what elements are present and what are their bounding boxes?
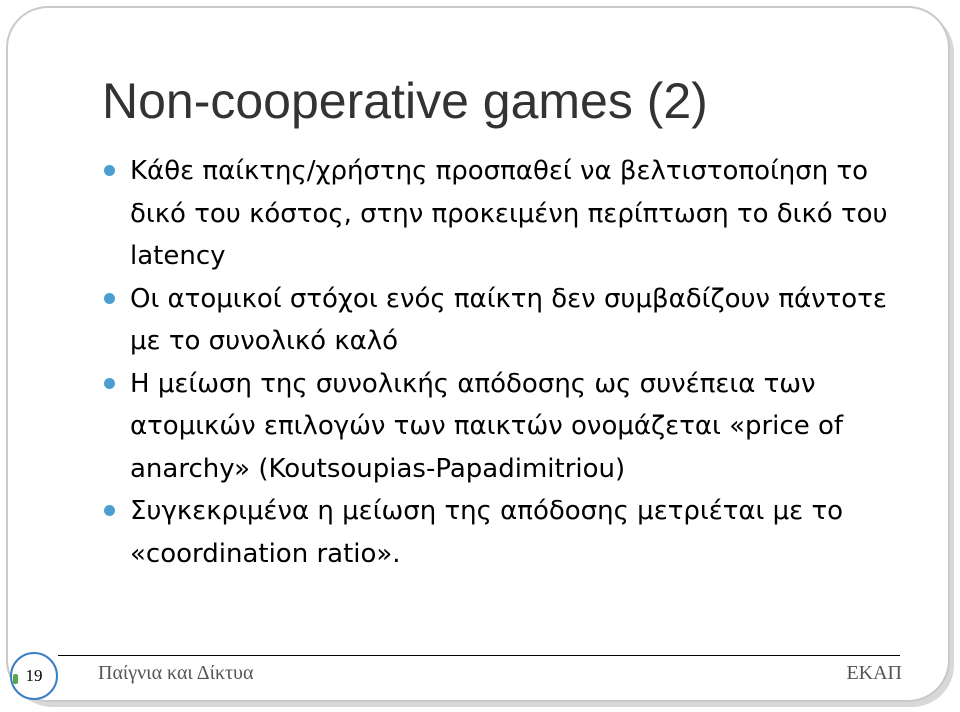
footer-course-title: Παίγνια και Δίκτυα — [98, 662, 254, 684]
bullet-item: Συγκεκριμένα η μείωση της απόδοσης μετριέται με το «coordination ratio». — [102, 490, 922, 575]
page-number-badge — [10, 652, 58, 700]
page-number: 19 — [25, 666, 43, 685]
footer-institution: ΕΚΑΠ — [846, 662, 902, 684]
bullet-item: Η μείωση της συνολικής απόδοσης ως συνέπεια των ατομικών επιλογών των παικτών ονομάζεται «price of anarchy» (Koutsoupias-Papadimitriou) — [102, 363, 922, 491]
bullet-item: Οι ατομικοί στόχοι ενός παίκτη δεν συμβαδίζουν πάντοτε με το συνολικό καλό — [102, 278, 922, 363]
bullet-item: Κάθε παίκτης/χρήστης προσπαθεί να βελτιστοποίηση το δικό του κόστος, στην προκειμένη περίπτωση το δικό του latency — [102, 150, 922, 278]
footer-divider — [58, 655, 900, 656]
bullet-list — [102, 150, 922, 575]
slide-title: Non-cooperative games (2) — [102, 73, 708, 129]
